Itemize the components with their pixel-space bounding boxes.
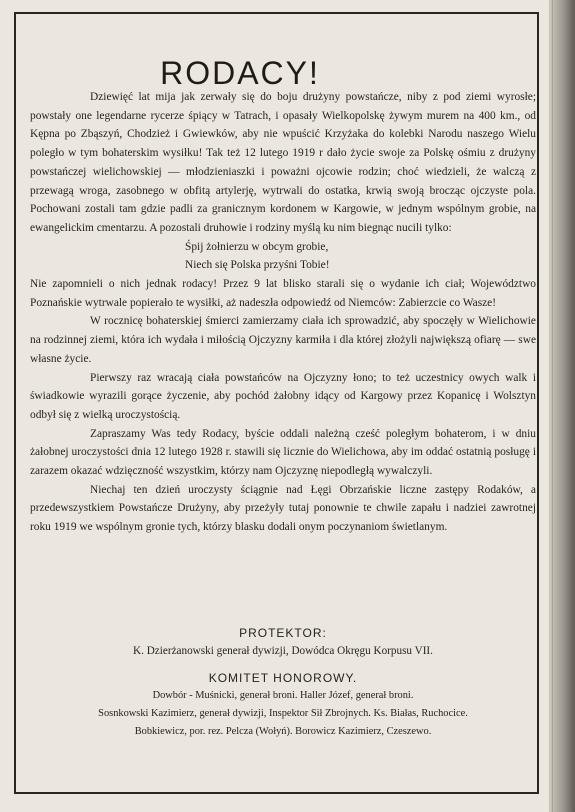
paragraph-closing: Niechaj ten dzień uroczysty ściągnie nad Łęgi Obrzańskie liczne zastępy Rodaków, a przedewszystkiem Powstańcze Drużyny, aby przeżyły tutaj ponownie te chwile zapału i nadziei zawrotnej roku 1919 we wspólnym gronie tych, którzy blasku dodali onym poczynaniom świetlanym. (30, 483, 536, 534)
poem-line: Niech się Polska przyśni Tobie! (185, 259, 330, 272)
poem-verse (30, 238, 536, 275)
paragraph-invitation: Zapraszamy Was tedy Rodacy, byście oddali należną cześć poległym bohaterom, i w dniu żałobnej uroczystości dnia 12 lutego 1928 r. stawili się licznie do Wielichowa, aby im oddać ostatnią posługę i zarazem okazać wdzięczność wszystkim, którzy nam Ojczyznę niepodległą wywalczyli. (30, 427, 536, 478)
paragraph-return: Pierwszy raz wracają ciała powstańców na Ojczyzny łono; to też uczestnicy owych walk i świadkowie wyrazili gorące życzenie, aby pochód żałobny idący od Kargowy przez Kopanicę i Wolsztyn odbył się z wielką uroczystością. (30, 371, 536, 421)
paragraph-anniversary: W rocznicę bohaterskiej śmierci zamierzamy ciała ich sprowadzić, aby spoczęły w Wielichowie na rodzinnej ziemi, która ich wydała i miłością Ojczyzny karmiła i dla której złożyli największą ofiarę — swe własne życie. (30, 315, 536, 365)
paragraph-intro: Dziewięć lat mija jak zerwały się do boju drużyny powstańcze, niby z pod ziemi wyrosłe; powstały one legendarne rycerze śpiący w Tatrach, i opasały Wielkopolskę żywym murem na 400 km., od Kępna po Zbąszyń, Chodzież i Gwiewków, aby nie wpuścić Krzyżaka do kolebki Narodu naszego Wielu poległo w tym bohaterskim wysiłku! Tak też 12 lutego 1919 r dało życie swoje za Polskę ośmiu z drużyny powstańczej wielichowskiej — młodzieniaszki i poważni ojcowie rodzin; choć wiedzieli, że walczą z przewagą wroga, zasobnego w obfitą artylerję, wytrwali do ostatka, krwią swoją brocząc ojczyste pola. Pochowani zostali tam gdzie padli za granicznym kordonem w Kargowie, w jednym wspólnym grobie, na ewangelickim cmentarzu. A pozostali druhowie i rodziny myślą ku nim biegnąc nucili tylko: (30, 91, 536, 234)
komitet-line: Sosnkowski Kazimierz, generał dywizji, Inspektor Sił Zbrojnych. Ks. Białas, Ruchocice. (98, 708, 468, 719)
komitet-heading: KOMITET HONOROWY. (208, 671, 358, 685)
protektor-heading: PROTEKTOR: (239, 626, 327, 640)
paragraph-remembrance: Nie zapomnieli o nich jednak rodacy! Przez 9 lat blisko starali się o wydanie ich ciał; Województwo Poznańskie wytrwale popierało te wysiłki, aż nadeszła odpowiedź od Niemców: Zabierzcie co Wasze! (30, 278, 536, 309)
protektor-line: K. Dzierżanowski generał dywizji, Dowódca Okręgu Korpusu VII. (133, 645, 433, 657)
komitet-line: Bobkiewicz, por. rez. Pelcza (Wołyń). Borowicz Kazimierz, Czeszewo. (134, 726, 432, 737)
poem-line: Śpij żołnierzu w obcym grobie, (185, 240, 329, 253)
main-text (30, 88, 536, 537)
binding-crease (552, 0, 553, 812)
page-title: RODACY! (160, 55, 320, 91)
komitet-line: Dowbór - Muśnicki, generał broni. Haller Józef, generał broni. (152, 690, 414, 701)
